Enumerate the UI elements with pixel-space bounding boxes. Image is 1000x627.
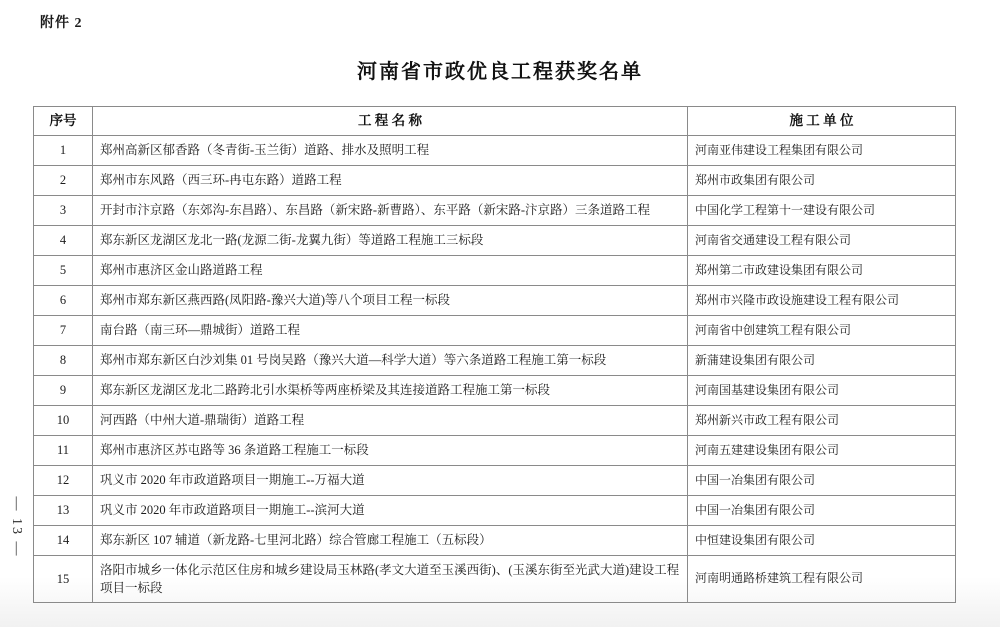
row-index: 13 [34, 496, 93, 526]
row-index: 12 [34, 466, 93, 496]
table-row [34, 346, 956, 376]
project-name: 巩义市 2020 年市政道路项目一期施工--滨河大道 [93, 496, 688, 526]
construction-unit: 中恒建设集团有限公司 [688, 526, 956, 556]
row-index: 15 [34, 556, 93, 603]
construction-unit: 河南省交通建设工程有限公司 [688, 226, 956, 256]
row-index: 7 [34, 316, 93, 346]
project-name: 郑州市东风路（西三环-冉屯东路）道路工程 [93, 166, 688, 196]
construction-unit: 河南明通路桥建筑工程有限公司 [688, 556, 956, 603]
row-index: 8 [34, 346, 93, 376]
col-header-project-name: 工 程 名 称 [93, 107, 688, 136]
project-name: 巩义市 2020 年市政道路项目一期施工--万福大道 [93, 466, 688, 496]
row-index: 11 [34, 436, 93, 466]
page-number: — 13 — [9, 496, 24, 558]
col-header-construction-unit: 施 工 单 位 [688, 107, 956, 136]
row-index: 6 [34, 286, 93, 316]
table-row [34, 226, 956, 256]
project-name: 郑州高新区郁香路（冬青街-玉兰街）道路、排水及照明工程 [93, 136, 688, 166]
table-row [34, 466, 956, 496]
project-name: 河西路（中州大道-鼎瑞街）道路工程 [93, 406, 688, 436]
table-row [34, 256, 956, 286]
table-row [34, 406, 956, 436]
construction-unit: 河南五建建设集团有限公司 [688, 436, 956, 466]
construction-unit: 河南省中创建筑工程有限公司 [688, 316, 956, 346]
project-name: 洛阳市城乡一体化示范区住房和城乡建设局玉林路(孝文大道至玉溪西街)、(玉溪东街至光武大道)建设工程项目一标段 [93, 556, 688, 603]
project-name: 郑州市惠济区苏屯路等 36 条道路工程施工一标段 [93, 436, 688, 466]
table-header-row [34, 107, 956, 136]
table-row [34, 436, 956, 466]
project-name: 郑州市郑东新区燕西路(凤阳路-豫兴大道)等八个项目工程一标段 [93, 286, 688, 316]
project-name: 郑东新区 107 辅道（新龙路-七里河北路）综合管廊工程施工（五标段） [93, 526, 688, 556]
construction-unit: 郑州市兴隆市政设施建设工程有限公司 [688, 286, 956, 316]
project-name: 郑东新区龙湖区龙北二路跨北引水渠桥等两座桥梁及其连接道路工程施工第一标段 [93, 376, 688, 406]
construction-unit: 中国一冶集团有限公司 [688, 496, 956, 526]
table-row [34, 286, 956, 316]
row-index: 10 [34, 406, 93, 436]
project-name: 郑州市惠济区金山路道路工程 [93, 256, 688, 286]
table-row [34, 196, 956, 226]
col-header-index: 序号 [34, 107, 93, 136]
project-name: 开封市汴京路（东郊沟-东昌路）、东昌路（新宋路-新曹路）、东平路（新宋路-汴京路）三条道路工程 [93, 196, 688, 226]
row-index: 3 [34, 196, 93, 226]
construction-unit: 郑州市政集团有限公司 [688, 166, 956, 196]
construction-unit: 河南国基建设集团有限公司 [688, 376, 956, 406]
attachment-label: 附件 2 [40, 16, 83, 31]
row-index: 4 [34, 226, 93, 256]
project-name: 郑东新区龙湖区龙北一路(龙源二街-龙翼九街）等道路工程施工三标段 [93, 226, 688, 256]
construction-unit: 郑州第二市政建设集团有限公司 [688, 256, 956, 286]
page-title: 河南省市政优良工程获奖名单 [357, 61, 643, 83]
construction-unit: 中国一冶集团有限公司 [688, 466, 956, 496]
table-row [34, 166, 956, 196]
row-index: 9 [34, 376, 93, 406]
table-row [34, 136, 956, 166]
table-row [34, 556, 956, 603]
project-name: 郑州市郑东新区白沙刘集 01 号岗吴路（豫兴大道—科学大道）等六条道路工程施工第一标段 [93, 346, 688, 376]
construction-unit: 郑州新兴市政工程有限公司 [688, 406, 956, 436]
construction-unit: 河南亚伟建设工程集团有限公司 [688, 136, 956, 166]
table-row [34, 526, 956, 556]
row-index: 1 [34, 136, 93, 166]
table-row [34, 376, 956, 406]
row-index: 2 [34, 166, 93, 196]
row-index: 14 [34, 526, 93, 556]
project-name: 南台路（南三环—鼎城街）道路工程 [93, 316, 688, 346]
construction-unit: 中国化学工程第十一建设有限公司 [688, 196, 956, 226]
award-table [33, 106, 956, 603]
construction-unit: 新蒲建设集团有限公司 [688, 346, 956, 376]
table-row [34, 316, 956, 346]
table-row [34, 496, 956, 526]
row-index: 5 [34, 256, 93, 286]
